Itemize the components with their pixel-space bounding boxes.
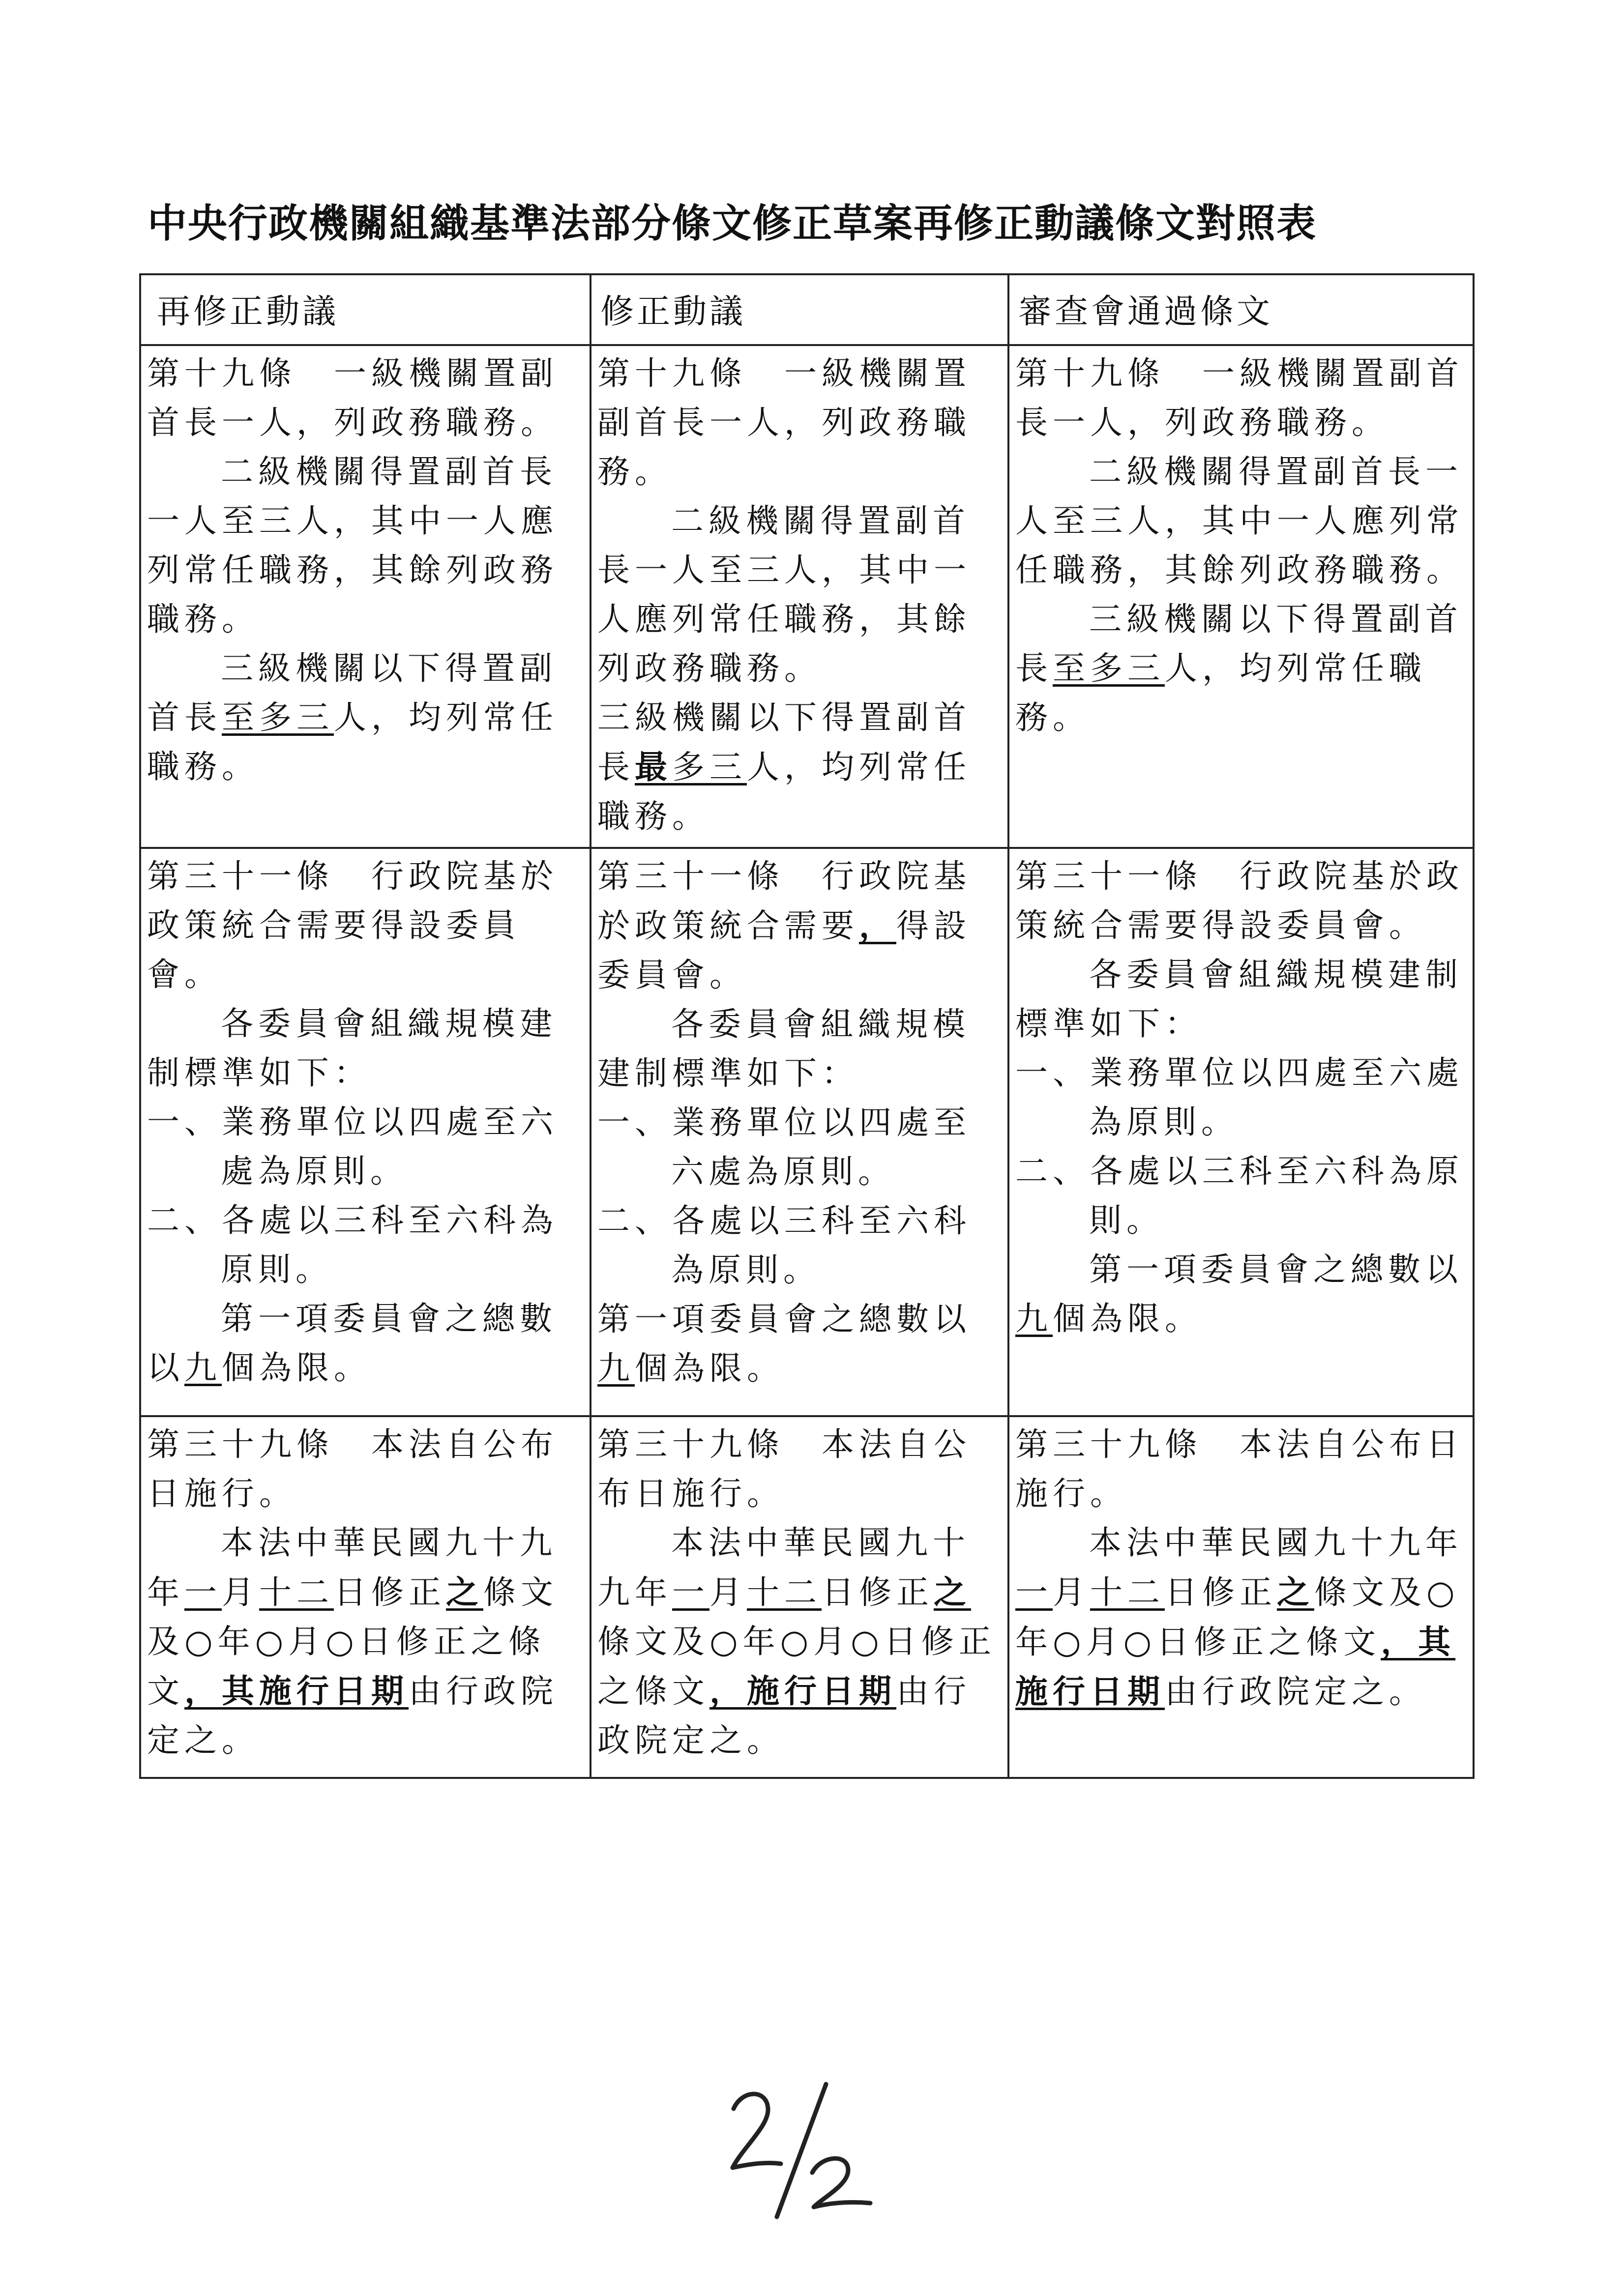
clause-text: 第一項委員會之總數以 [597, 1300, 971, 1338]
amended-text: 之 [934, 1573, 971, 1611]
clause-text: 條文及○年○月○日修正之條文 [1015, 1573, 1460, 1661]
clause-paragraph [147, 349, 586, 447]
cell-article-31-re-amendment [140, 848, 591, 1416]
clause-paragraph [1015, 950, 1469, 1048]
clause-paragraph [597, 1000, 1004, 1098]
clause-paragraph [147, 644, 586, 791]
amended-text: 至多三 [1053, 649, 1165, 687]
clause-paragraph [147, 1518, 586, 1765]
clause-text: 日修正 [822, 1573, 934, 1611]
clause-paragraph [597, 496, 1004, 693]
clause-text: 各委員會組織規模建制標準如下： [1015, 956, 1463, 1043]
clause-paragraph [1015, 1518, 1469, 1716]
cell-article-39-committee-passed [1008, 1416, 1474, 1778]
amended-text: 之 [1277, 1573, 1314, 1611]
clause-text: 條文及○年○月○日修正之條文 [597, 1623, 996, 1710]
cell-article-39-re-amendment [140, 1416, 591, 1778]
table-row-article-31 [140, 848, 1474, 1416]
clause-paragraph [147, 1196, 586, 1294]
clause-text: 本法中華民國九十九年 [1089, 1524, 1463, 1562]
amended-text: 之 [446, 1573, 483, 1611]
amended-text: 多三 [672, 748, 747, 786]
cell-article-19-amendment [591, 345, 1008, 848]
clause-text: 日修正 [334, 1573, 446, 1611]
clause-text: 第三十一條 行政院基於政策統合需要得設委員會。 [147, 857, 558, 993]
clause-text: 人，均列常任職務。 [1015, 649, 1426, 736]
clause-text: 各委員會組織規模建制標準如下： [147, 1005, 557, 1092]
header-row [140, 274, 1474, 345]
amended-text: 十二 [1090, 1573, 1165, 1611]
clause-text: 各委員會組織規模建制標準如下： [597, 1005, 970, 1092]
column-header-amendment: 修正動議 [591, 274, 1008, 345]
amended-text: ，其施行日期 [184, 1672, 409, 1710]
cell-article-19-committee-passed [1008, 345, 1474, 848]
clause-paragraph [1015, 349, 1469, 447]
clause-text: 得設委員會。 [597, 907, 971, 994]
amended-text: 至多三 [222, 698, 334, 736]
clause-text: 日修正 [1165, 1573, 1277, 1611]
cell-article-31-committee-passed [1008, 848, 1474, 1416]
table-row-article-39 [140, 1416, 1474, 1778]
clause-text: 個為限。 [222, 1349, 371, 1387]
clause-text: 第十九條 一級機關置副首長一人，列政務職務。 [147, 354, 558, 441]
clause-text: 一、業務單位以四處至六處為原則。 [1015, 1054, 1464, 1141]
cell-article-39-amendment [591, 1416, 1008, 1778]
clause-paragraph [1015, 1420, 1469, 1518]
clause-paragraph [147, 999, 586, 1098]
clause-text: 第三十一條 行政院基於政策統合需要 [597, 857, 971, 945]
clause-text: 二、各處以三科至六科為原則。 [147, 1201, 558, 1288]
clause-text: 二級機關得置副首長一人至三人，其中一人應列常任職務，其餘列政務職務。 [1015, 453, 1464, 589]
clause-text: 月 [222, 1573, 259, 1611]
clause-paragraph [147, 1420, 586, 1518]
clause-text: 第三十九條 本法自公布日施行。 [147, 1425, 558, 1512]
clause-text: 一、業務單位以四處至六處為原則。 [147, 1103, 558, 1190]
clause-text: 條文及○年○月○日修正之條文 [147, 1573, 558, 1710]
clause-paragraph [1015, 595, 1469, 742]
amended-text: 一 [184, 1573, 222, 1611]
clause-text: 本法中華民國九十九年 [147, 1524, 557, 1611]
clause-paragraph [1015, 852, 1469, 950]
clause-paragraph [147, 447, 586, 644]
amended-text: ，施行日期 [709, 1672, 896, 1710]
amended-text: 九 [184, 1349, 222, 1387]
clause-paragraph [597, 1518, 1004, 1765]
clause-text: 第十九條 一級機關置副首長一人，列政務職務。 [1015, 354, 1464, 441]
clause-text: 第一項委員會之總數以 [1089, 1250, 1463, 1288]
clause-paragraph [1015, 1048, 1469, 1147]
clause-text: 二級機關得置副首長一人至三人，其中一人應列常任職務，其餘列政務職務。 [597, 502, 971, 687]
clause-paragraph [597, 693, 1004, 841]
clause-paragraph [1015, 447, 1469, 595]
clause-text: 第三十九條 本法自公布日施行。 [1015, 1425, 1464, 1512]
amended-text: 最 [635, 748, 672, 786]
cell-article-19-re-amendment [140, 345, 591, 848]
clause-text: 第一項委員會之總數以 [147, 1300, 557, 1387]
clause-paragraph [147, 1294, 586, 1393]
table-row-article-19 [140, 345, 1474, 848]
page-title: 中央行政機關組織基準法部分條文修正草案再修正動議條文對照表 [148, 200, 1317, 246]
clause-text: 三級機關以下得置副首長 [147, 649, 557, 736]
clause-text: 第三十九條 本法自公布日施行。 [597, 1425, 971, 1512]
clause-text: 第十九條 一級機關置副首長一人，列政務職務。 [597, 354, 971, 491]
amended-text: 一 [1015, 1573, 1053, 1611]
clause-text: 由行政院定之。 [147, 1672, 558, 1759]
clause-paragraph [147, 1098, 586, 1196]
column-header-committee-passed: 審查會通過條文 [1008, 274, 1474, 345]
clause-paragraph [597, 1196, 1004, 1295]
clause-text: 由行政院定之。 [1165, 1673, 1426, 1711]
amended-text: 九 [597, 1349, 635, 1387]
clause-paragraph [597, 349, 1004, 496]
cell-article-31-amendment [591, 848, 1008, 1416]
amended-text: 九 [1015, 1300, 1053, 1337]
clause-paragraph [597, 1295, 1004, 1393]
clause-text: 三級機關以下得置副首長 [1015, 600, 1463, 687]
amended-text: 十二 [747, 1573, 822, 1611]
clause-text: 二級機關得置副首長一人至三人，其中一人應列常任職務，其餘列政務職務。 [147, 453, 558, 638]
clause-text: 人，均列常任職務。 [147, 698, 558, 785]
clause-paragraph [1015, 1245, 1469, 1343]
amended-text: 一 [672, 1573, 709, 1611]
handwritten-page-number [723, 2074, 880, 2222]
clause-text: 月 [709, 1573, 747, 1611]
clause-text: 月 [1053, 1573, 1090, 1611]
clause-text: 二、各處以三科至六科為原則。 [597, 1202, 971, 1289]
clause-paragraph [1015, 1147, 1469, 1245]
clause-text: 一、業務單位以四處至六處為原則。 [597, 1104, 971, 1191]
clause-text: 人，均列常任職務。 [597, 748, 971, 835]
amended-text: ，其施行日期 [1015, 1623, 1456, 1711]
clause-text: 本法中華民國九十九年 [597, 1524, 970, 1611]
clause-paragraph [597, 852, 1004, 1000]
clause-paragraph [147, 852, 586, 999]
clause-text: 個為限。 [1053, 1300, 1202, 1337]
clause-text: 由行政院定之。 [597, 1672, 971, 1759]
clause-paragraph [597, 1420, 1004, 1518]
clause-text: 個為限。 [635, 1349, 784, 1387]
clause-text: 二、各處以三科至六科為原則。 [1015, 1152, 1464, 1239]
clause-paragraph [597, 1098, 1004, 1196]
column-header-re-amendment: 再修正動議 [140, 274, 591, 345]
comparison-table [139, 273, 1475, 1779]
amended-text: 十二 [259, 1573, 334, 1611]
clause-text: 第三十一條 行政院基於政策統合需要得設委員會。 [1015, 857, 1464, 944]
clause-text: 三級機關以下得置副首長 [597, 698, 971, 786]
amended-text: ， [859, 906, 896, 945]
